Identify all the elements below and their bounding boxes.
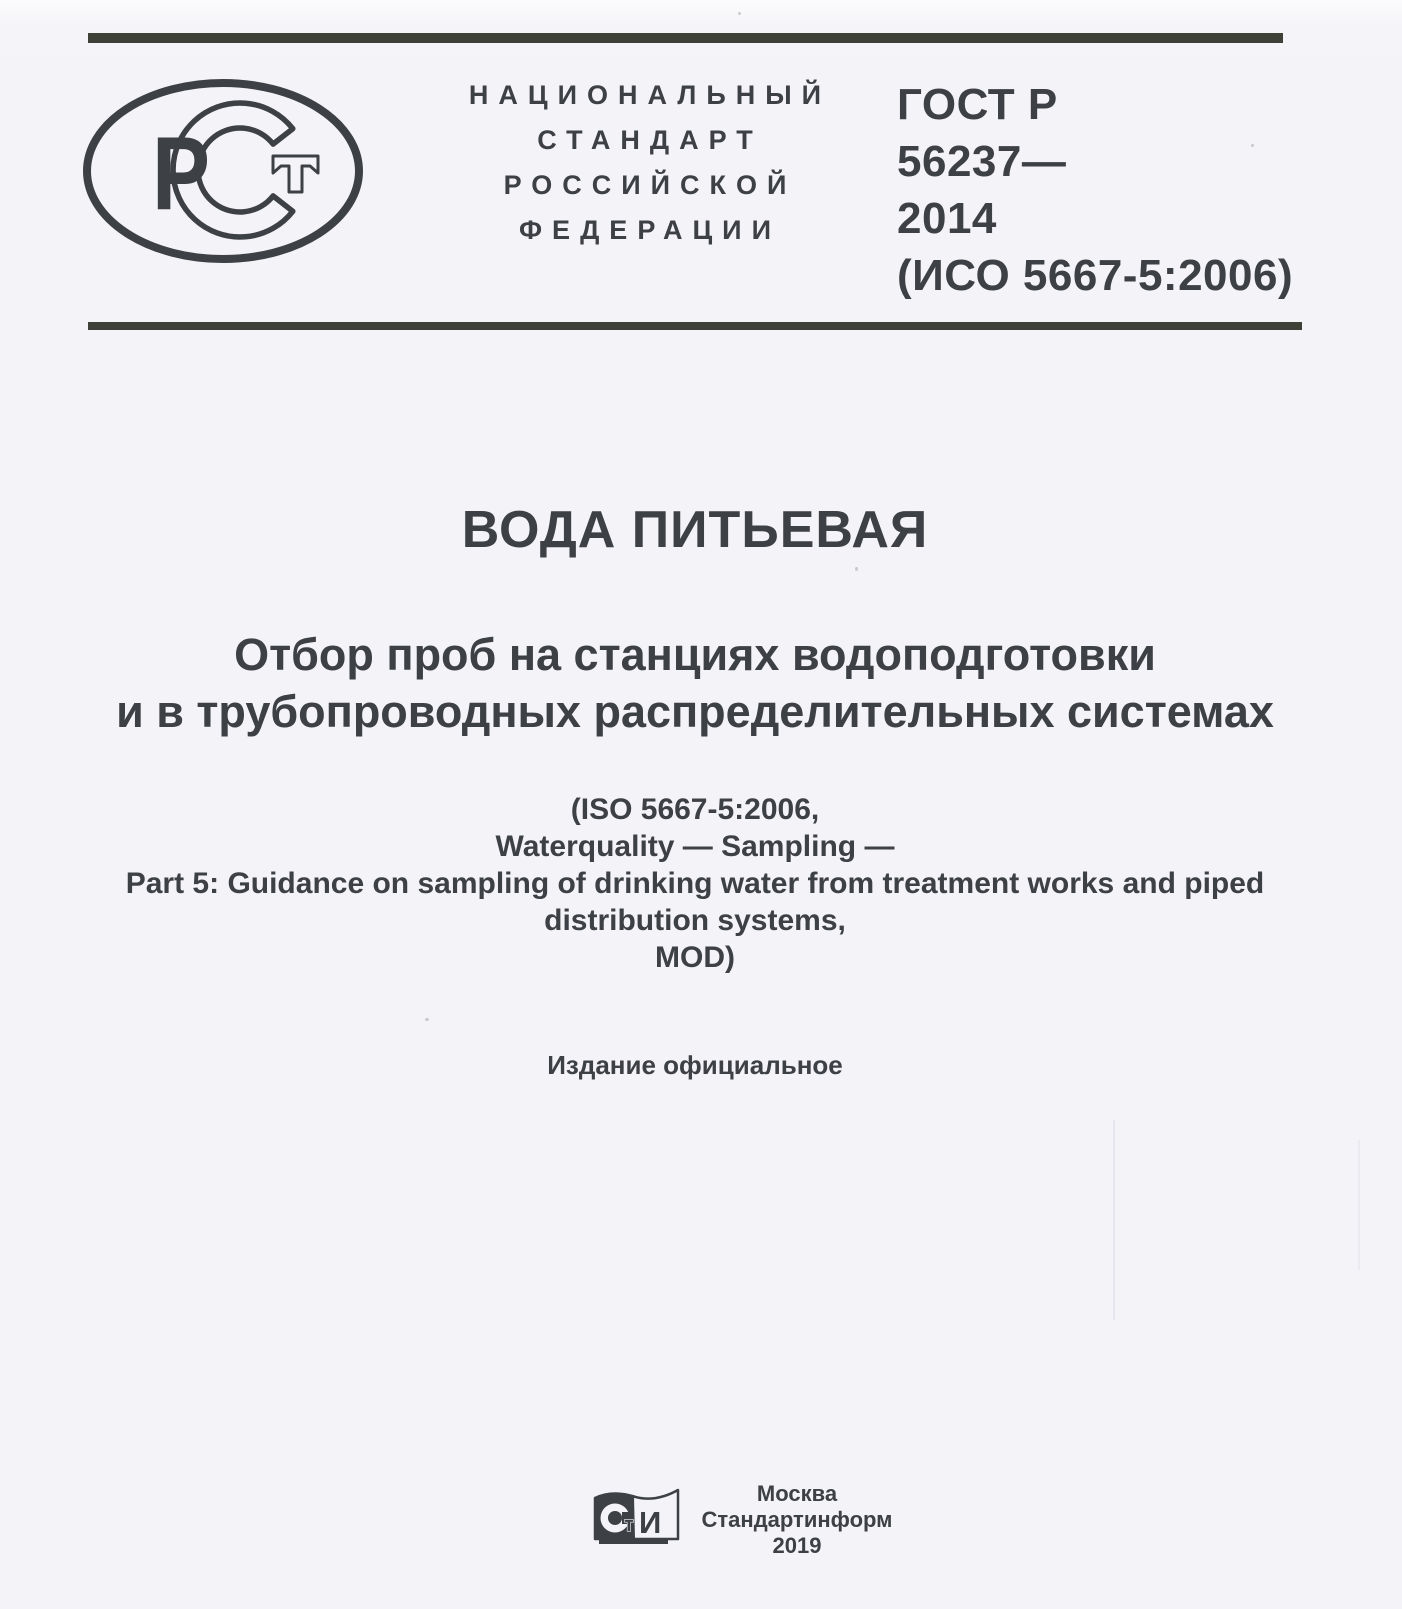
imprint	[672, 1481, 922, 1559]
svg-text:Р: Р	[152, 116, 210, 232]
org-label	[420, 73, 880, 253]
iso-reference-line: (ISO 5667-5:2006,	[570, 793, 820, 826]
document-title: ВОДА ПИТЬЕВАЯ	[461, 501, 929, 559]
org-label-line: СТАНДАРТ	[537, 125, 763, 155]
imprint-publisher: Стандартинформ	[701, 1507, 893, 1532]
designation-line: ГОСТ Р	[897, 80, 1058, 129]
iso-reference-line: MOD)	[655, 941, 735, 974]
iso-reference-line: distribution systems,	[544, 904, 846, 937]
rst-logo-icon	[80, 76, 370, 266]
imprint-city: Москва	[756, 1481, 838, 1506]
scan-artifact	[1358, 1140, 1360, 1270]
top-horizontal-rule	[88, 33, 1283, 43]
imprint-year: 2019	[772, 1533, 822, 1558]
iso-reference-line: Waterquality — Sampling —	[495, 830, 895, 863]
scan-artifact	[425, 1018, 429, 1021]
document-subtitle	[88, 626, 1302, 740]
org-label-line: НАЦИОНАЛЬНЫЙ	[468, 80, 832, 110]
scan-artifact	[1113, 1120, 1115, 1320]
subtitle-line: Отбор проб на станциях водоподготовки	[234, 629, 1156, 680]
edition-note: Издание официальное	[547, 1050, 843, 1080]
org-label-line: РОССИЙСКОЙ	[503, 170, 797, 200]
org-label-line: ФЕДЕРАЦИИ	[519, 215, 781, 245]
scan-artifact	[855, 567, 858, 571]
designation-line: (ИСО 5667-5:2006)	[897, 251, 1294, 300]
designation-line: 56237—	[897, 137, 1067, 186]
scan-artifact	[1251, 144, 1254, 147]
standard-designation	[897, 76, 1327, 304]
iso-reference	[88, 791, 1302, 976]
designation-line: 2014	[897, 194, 997, 243]
svg-text:т: т	[624, 1514, 634, 1536]
iso-reference-line: Part 5: Guidance on sampling of drinking water from treatment works and piped	[125, 867, 1265, 900]
header-bottom-rule	[88, 322, 1302, 330]
standartinform-logo-icon	[590, 1486, 684, 1554]
scan-artifact	[738, 12, 741, 15]
subtitle-line: и в трубопроводных распределительных системах	[116, 686, 1274, 737]
svg-text:И: И	[639, 1505, 662, 1540]
